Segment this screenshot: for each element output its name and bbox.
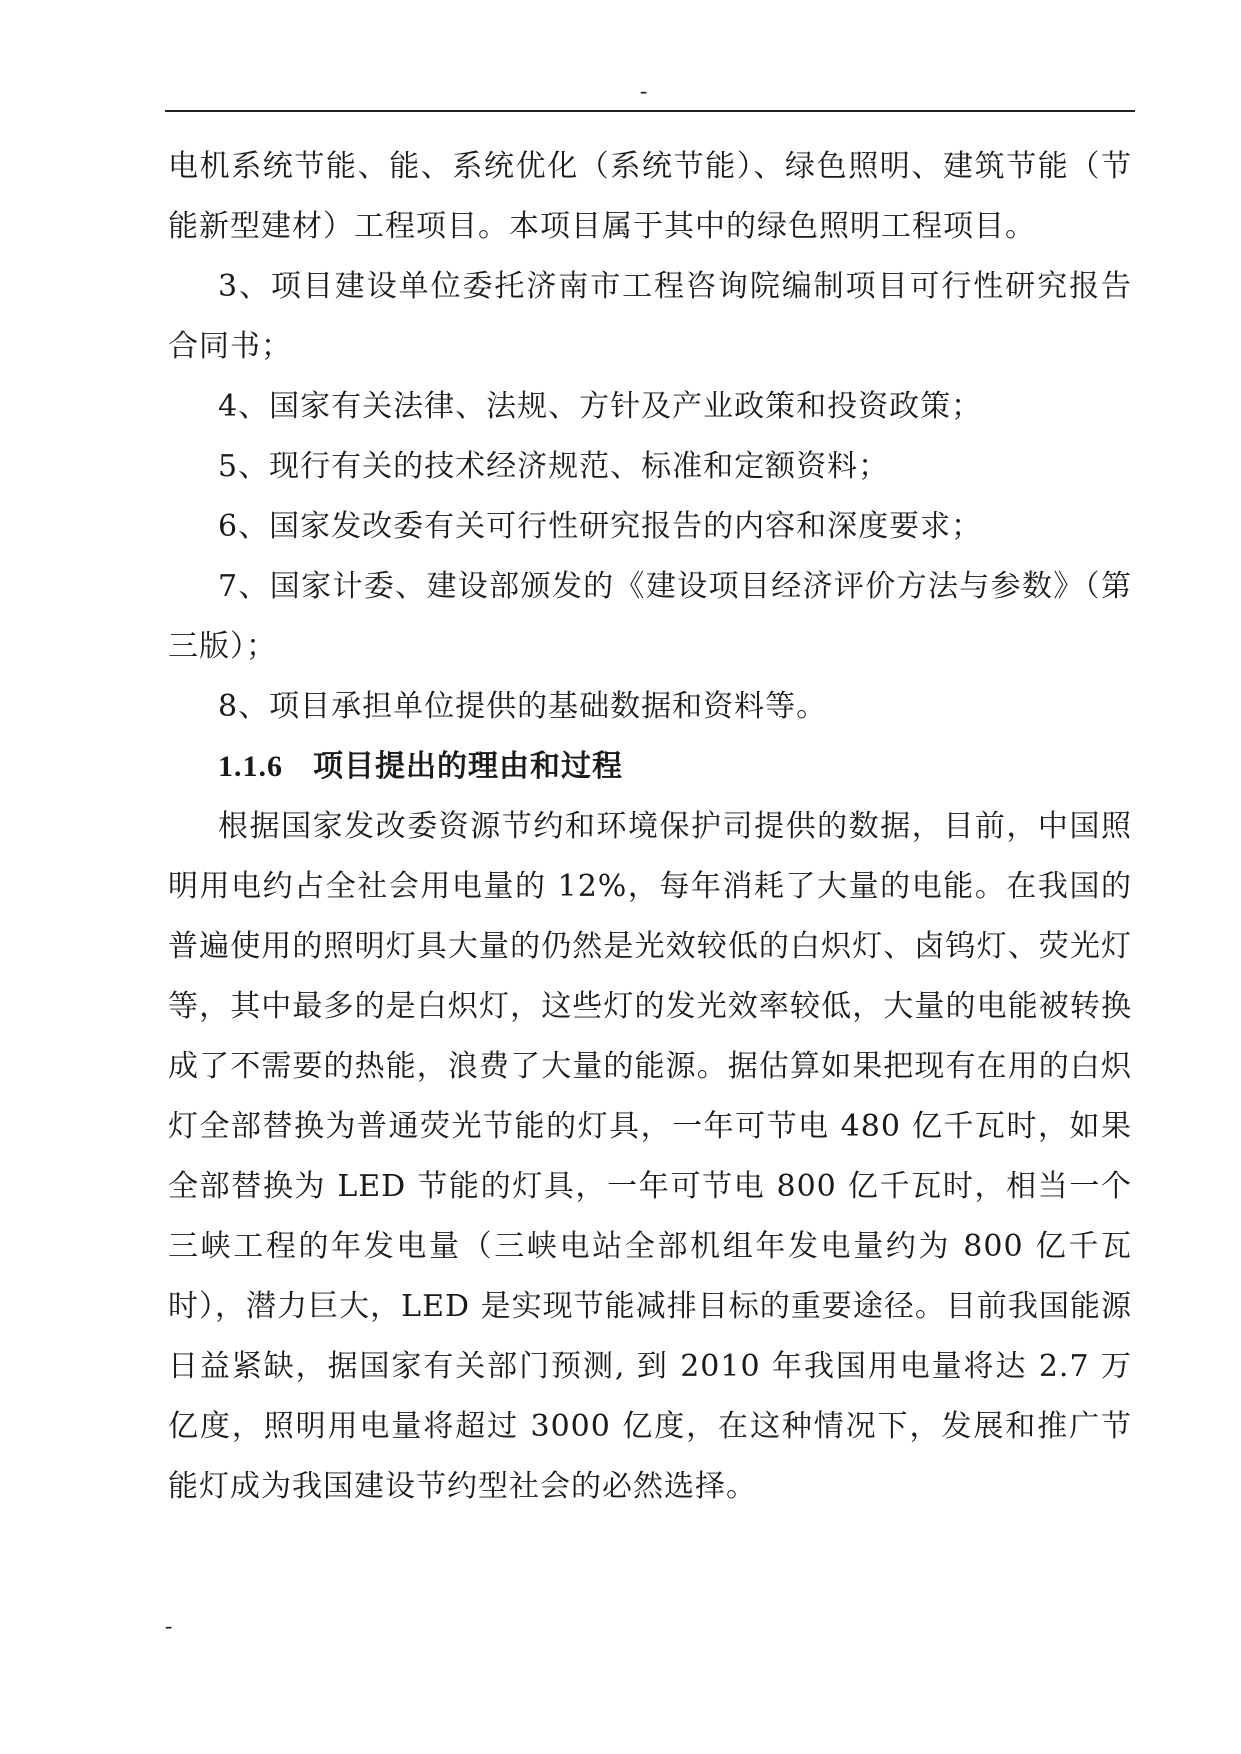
list-item-7: 7、国家计委、建设部颁发的《建设项目经济评价方法与参数》（第三版）； [168,569,1132,664]
list-item-3: 3、项目建设单位委托济南市工程咨询院编制项目可行性研究报告合同书； [168,269,1132,364]
list-item-8: 8、项目承担单位提供的基础数据和资料等。 [218,689,828,724]
section-number: 1.1.6 [218,750,283,783]
list-item-6: 6、国家发改委有关可行性研究报告的内容和深度要求； [218,509,983,544]
list-item-5: 5、现行有关的技术经济规范、标准和定额资料； [218,449,890,484]
page-header-mark: - [640,78,648,103]
paragraph-continuation: 电机系统节能、能、系统优化（系统节能）、绿色照明、建筑节能（节能新型建材）工程项目。本项目属于其中的绿色照明工程项目。 [168,149,1132,244]
header-rule [165,110,1135,112]
page-footer-mark: - [165,1613,173,1638]
section-title: 项目提出的理由和过程 [313,749,623,784]
document-body [168,137,1132,1517]
body-paragraph: 根据国家发改委资源节约和环境保护司提供的数据，目前，中国照明用电约占全社会用电量的 12%，每年消耗了大量的电能。在我国的普遍使用的照明灯具大量的仍然是光效较低的白炽灯、卤钨灯、荧光灯等，其中最多的是白炽灯，这些灯的发光效率较低，大量的电能被转换成了不需要的热能，浪费了大量的能源。据估算如果把现有在用的白炽灯全部替换为普通荧光节能的灯具，一年可节电 480 亿千瓦时，如果全部替换为 LED 节能的灯具，一年可节电 800 亿千瓦时，相当一个三峡工程的年发电量（三峡电站全部机组年发电量约为 800 亿千瓦时），潜力巨大，LED 是实现节能减排目标的重要途径。目前我国能源日益紧缺，据国家有关部门预测, 到 2010 年我国用电量将达 2.7 万亿度，照明用电量将超过 3000 亿度，在这种情况下，发展和推广节能灯成为我国建设节约型社会的必然选择。 [168,809,1132,1504]
section-heading [168,737,1132,797]
list-item-4: 4、国家有关法律、法规、方针及产业政策和投资政策； [218,389,983,424]
